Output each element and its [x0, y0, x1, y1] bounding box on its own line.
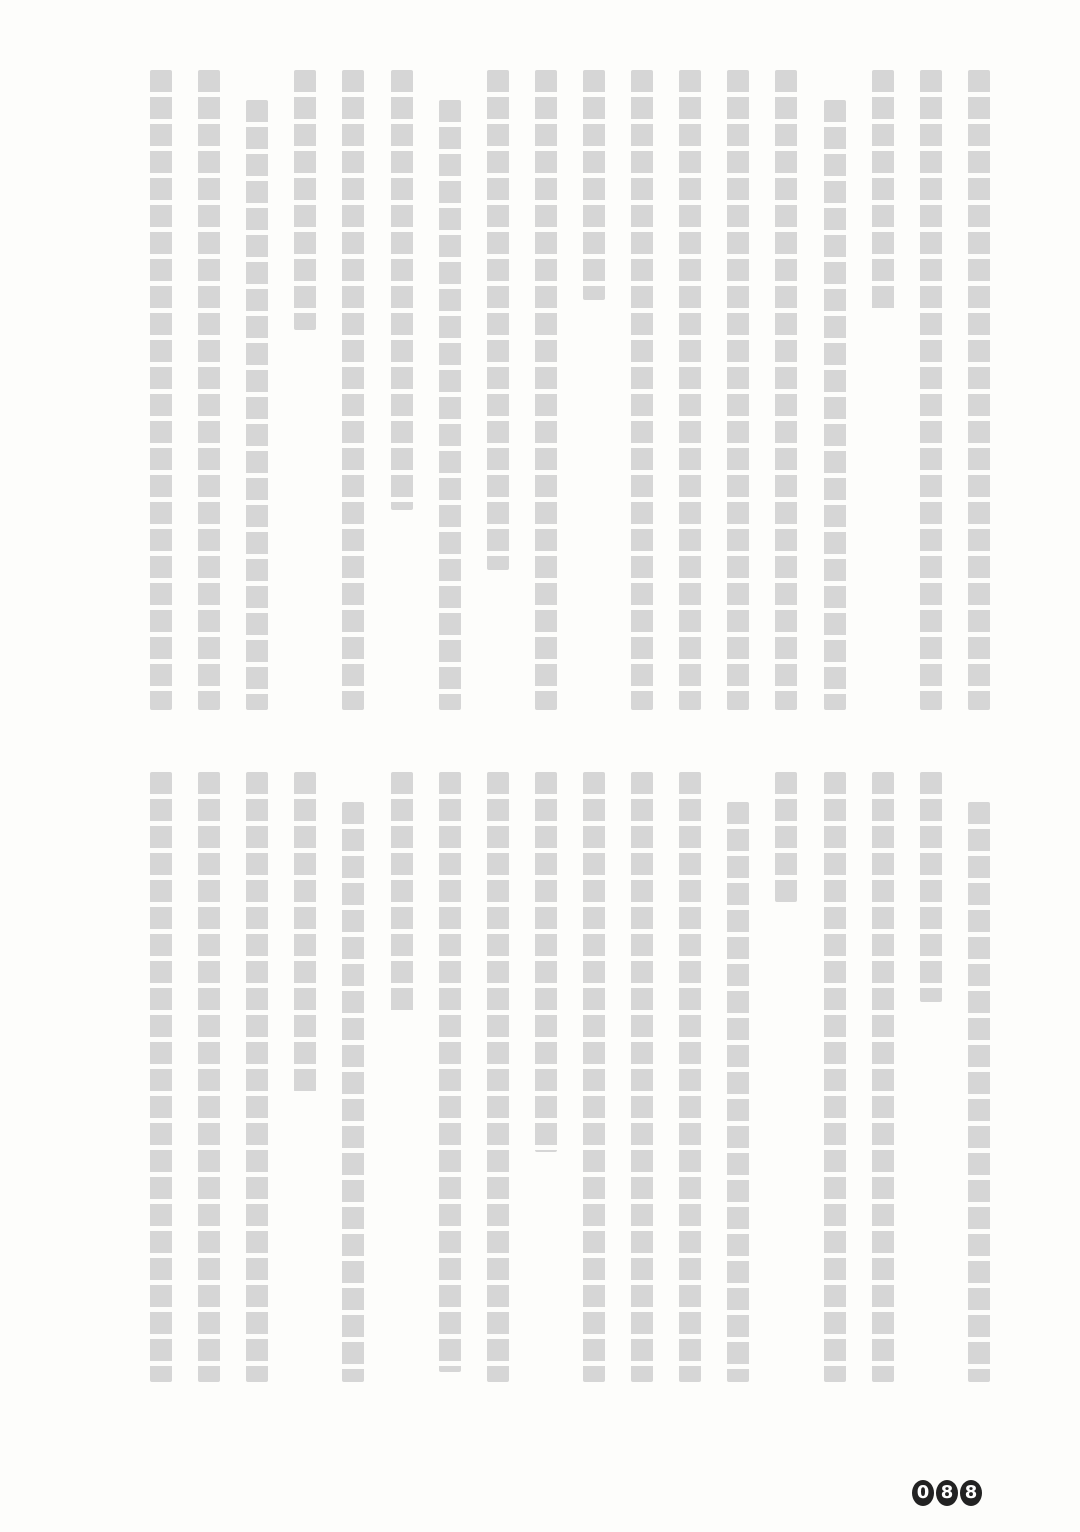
text-line-redacted — [824, 100, 846, 710]
text-line-redacted — [342, 802, 364, 1382]
text-line-redacted — [150, 772, 172, 1382]
text-line-redacted — [727, 802, 749, 1382]
text-line-redacted — [824, 772, 846, 1382]
text-line-redacted — [920, 772, 942, 1002]
text-line-redacted — [872, 772, 894, 1382]
text-line-redacted — [198, 772, 220, 1382]
page-number-digit: 0 — [912, 1480, 934, 1506]
text-line-redacted — [487, 70, 509, 570]
text-line-redacted — [487, 772, 509, 1382]
page-number-digit: 8 — [960, 1480, 982, 1506]
text-line-redacted — [246, 772, 268, 1382]
text-line-redacted — [150, 70, 172, 710]
page-number — [912, 1480, 982, 1506]
text-line-redacted — [246, 100, 268, 710]
text-line-redacted — [439, 772, 461, 1372]
text-line-redacted — [294, 772, 316, 1092]
text-line-redacted — [439, 100, 461, 710]
text-line-redacted — [775, 772, 797, 902]
text-line-redacted — [391, 70, 413, 510]
text-line-redacted — [631, 772, 653, 1382]
text-line-redacted — [583, 772, 605, 1382]
text-line-redacted — [968, 802, 990, 1382]
text-line-redacted — [535, 772, 557, 1152]
text-block-bottom — [150, 772, 990, 1382]
text-line-redacted — [968, 70, 990, 710]
text-line-redacted — [679, 70, 701, 710]
text-line-redacted — [872, 70, 894, 310]
text-line-redacted — [920, 70, 942, 710]
text-line-redacted — [775, 70, 797, 710]
text-line-redacted — [583, 70, 605, 300]
text-line-redacted — [631, 70, 653, 710]
text-line-redacted — [294, 70, 316, 330]
text-block-top — [150, 70, 990, 710]
text-line-redacted — [391, 772, 413, 1012]
text-line-redacted — [342, 70, 364, 710]
text-line-redacted — [679, 772, 701, 1382]
text-line-redacted — [727, 70, 749, 710]
page-number-digit: 8 — [936, 1480, 958, 1506]
text-line-redacted — [535, 70, 557, 710]
text-line-redacted — [198, 70, 220, 710]
